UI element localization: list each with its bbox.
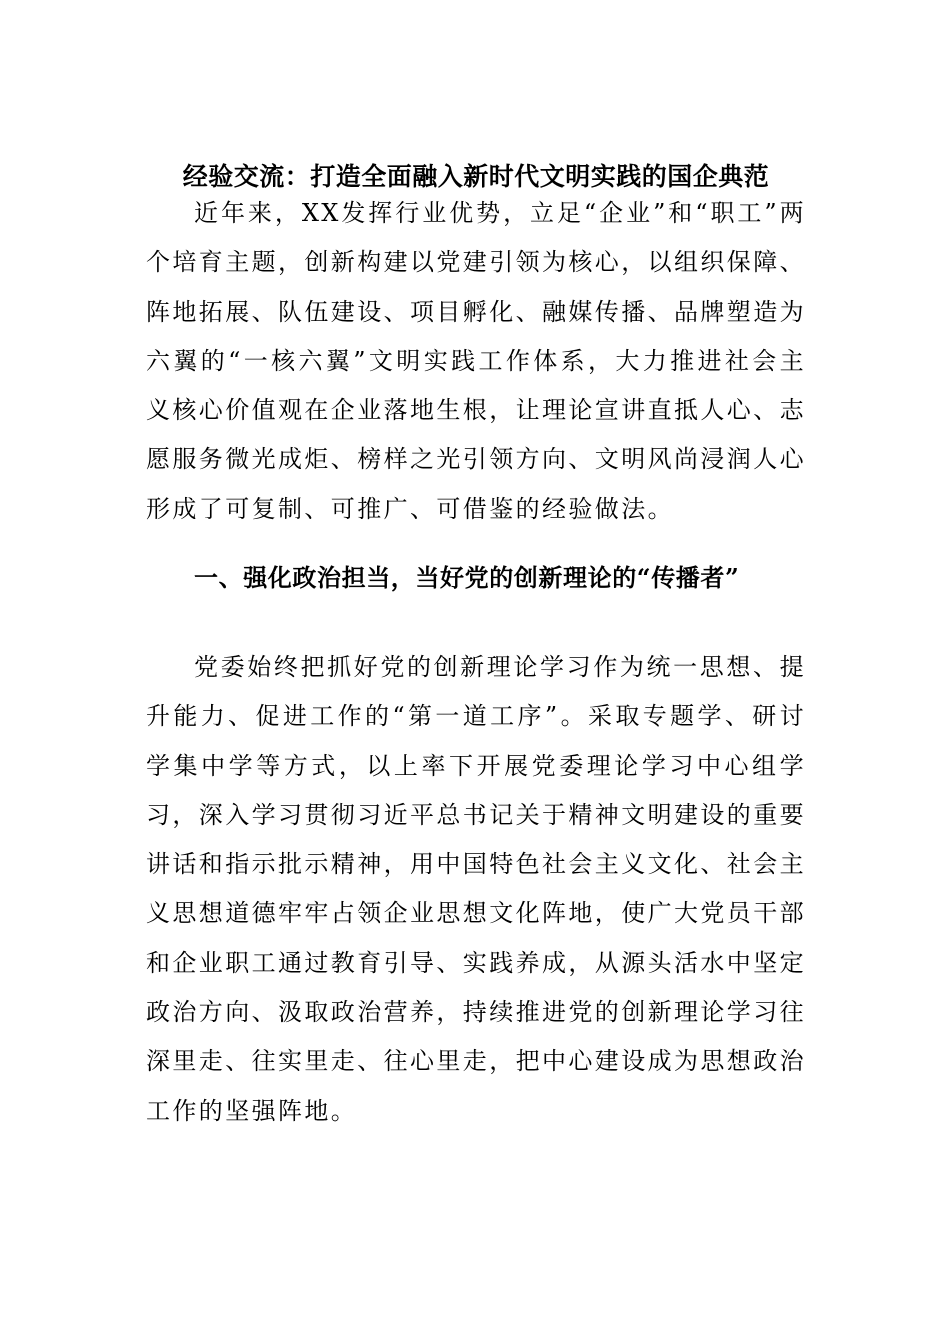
- section-1-paragraph: 党委始终把抓好党的创新理论学习作为统一思想、提升能力、促进工作的“第一道工序”。采取专题学、研讨学集中学等方式，以上率下开展党委理论学习中心组学习，深入学习贯彻习近平总书记关于精神文明建设的重要讲话和指示批示精神，用中国特色社会主义文化、社会主义思想道德牢牢占领企业思想文化阵地，使广大党员干部和企业职工通过教育引导、实践养成，从源头活水中坚定政治方向、汲取政治营养，持续推进党的创新理论学习往深里走、往实里走、往心里走，把中心建设成为思想政治工作的坚强阵地。: [146, 653, 806, 1125]
- intro-paragraph: 近年来，XX发挥行业优势，立足“企业”和“职工”两个培育主题，创新构建以党建引领为核心，以组织保障、阵地拓展、队伍建设、项目孵化、融媒传播、品牌塑造为六翼的“一核六翼”文明实践工作体系，大力推进社会主义核心价值观在企业落地生根，让理论宣讲直抵人心、志愿服务微光成炬、榜样之光引领方向、文明风尚浸润人心形成了可复制、可推广、可借鉴的经验做法。: [146, 199, 806, 523]
- document-title: 经验交流：打造全面融入新时代文明实践的国企典范: [182, 162, 770, 191]
- section-1-heading: 一、强化政治担当，当好党的创新理论的“传播者”: [194, 563, 740, 592]
